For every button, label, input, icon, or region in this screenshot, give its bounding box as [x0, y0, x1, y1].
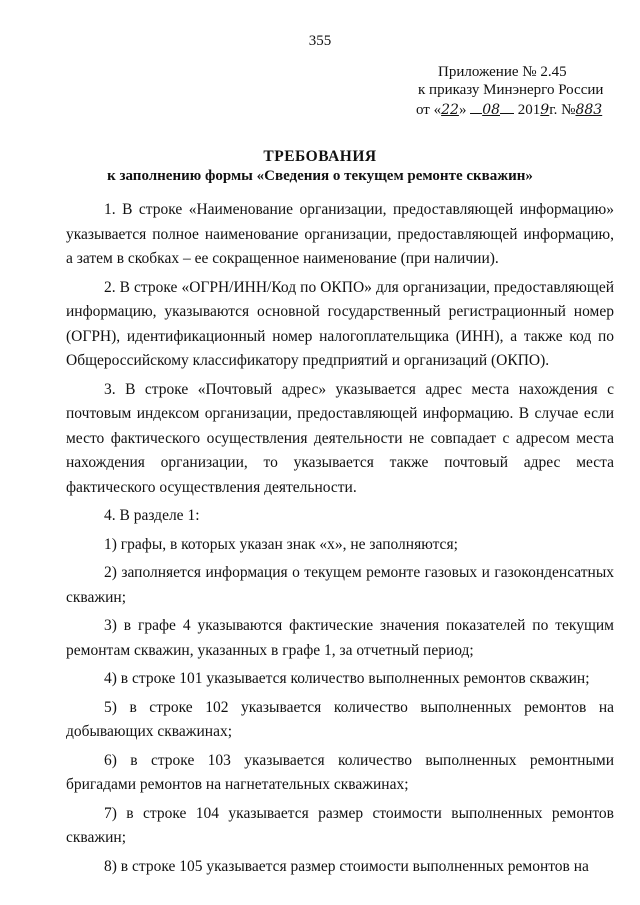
- paragraph: 5) в строке 102 указывается количество выполненных ремонтов на добывающих скважинах;: [66, 698, 614, 740]
- paragraph: 2) заполняется информация о текущем ремонте газовых и газоконденсатных скважин;: [66, 564, 614, 606]
- paragraph: 1. В строке «Наименование организации, предоставляющей информацию» указывается полное наименование организации, предоставляющей информацию, а затем в скобках – ее сокращенное наименование (при наличии).: [66, 201, 614, 267]
- date-month-handwritten: 08: [482, 102, 501, 118]
- paragraph: 6) в строке 103 указывается количество выполненных ремонтными бригадами ремонтов на нагнетательных скважинах;: [66, 751, 614, 793]
- date-blank-right: [500, 99, 514, 114]
- paragraph: 7) в строке 104 указывается размер стоимости выполненных ремонтов скважин;: [66, 804, 614, 846]
- paragraph: 4. В разделе 1:: [104, 507, 200, 524]
- paragraph: 4) в строке 101 указывается количество выполненных ремонтов скважин;: [104, 670, 590, 687]
- date-year-suffix: г. №: [549, 102, 576, 118]
- date-year-digit-handwritten: 9: [540, 102, 550, 118]
- paragraph: 2. В строке «ОГРН/ИНН/Код по ОКПО» для организации, предоставляющей информацию, указываются основной государственный регистрационный номер (ОГРН), идентификационный номер налогоплательщика (ИНН), а также код по Общероссийскому классификатору предприятий и организаций (ОКПО).: [66, 278, 614, 369]
- paragraph: 3. В строке «Почтовый адрес» указывается адрес места нахождения с почтовым индексом организации, предоставляющей информацию. В случае если место фактического осуществления деятельности не совпадает с адресом места нахождения организации, то указывается также почтовый адрес места фактического осуществления деятельности.: [66, 380, 614, 496]
- date-year-prefix: 201: [514, 102, 541, 118]
- page-number: 355: [308, 33, 332, 49]
- document-subtitle: к заполнению формы «Сведения о текущем ремонте скважин»: [107, 168, 533, 184]
- appendix-order-ref: к приказу Минэнерго России: [418, 82, 604, 98]
- appendix-block: [416, 63, 603, 119]
- date-blank-left: [470, 99, 482, 114]
- date-prefix: от «: [416, 102, 442, 118]
- paragraph: 8) в строке 105 указывается размер стоимости выполненных ремонтов на: [104, 857, 589, 875]
- paragraph: 3) в графе 4 указываются фактические значения показателей по текущим ремонтам скважин, указанных в графе 1, за отчетный период;: [66, 617, 614, 659]
- paragraph: 1) графы, в которых указан знак «х», не заполняются;: [104, 535, 458, 553]
- date-sep: »: [458, 102, 471, 118]
- appendix-title: Приложение № 2.45: [438, 64, 567, 80]
- date-day-handwritten: 22: [441, 102, 459, 118]
- appendix-date-line: [416, 99, 603, 119]
- document-title: ТРЕБОВАНИЯ: [263, 148, 377, 165]
- document-body: [66, 198, 614, 883]
- order-number-handwritten: 883: [575, 102, 603, 118]
